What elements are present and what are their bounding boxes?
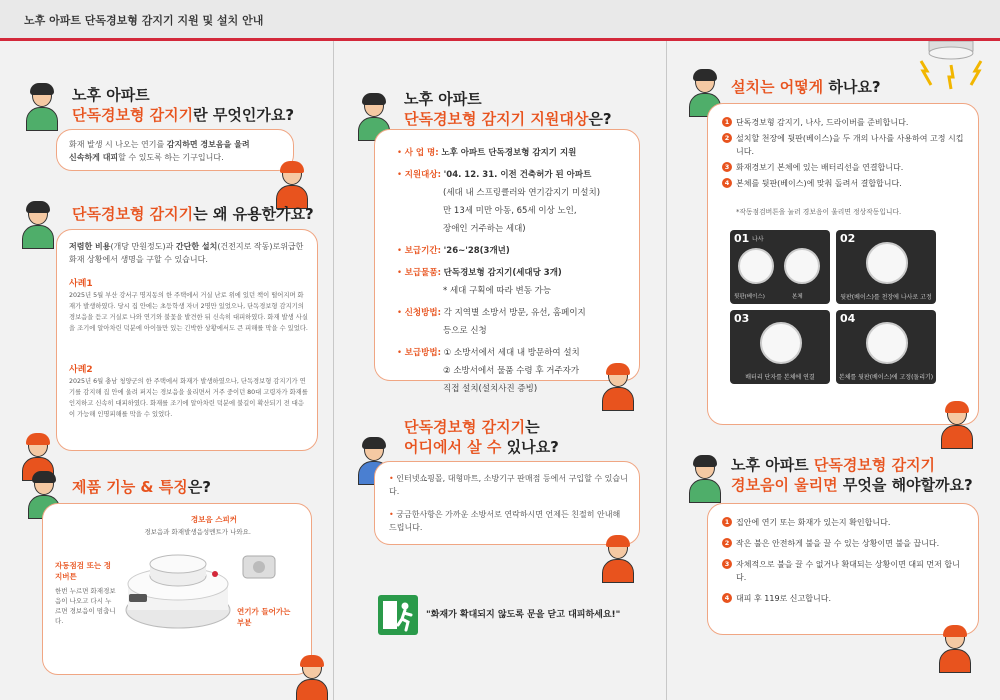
panel-what-is: [0, 41, 333, 700]
label-test-button: 자동점검 또는 정지버튼: [55, 561, 111, 581]
why-card: [56, 229, 318, 451]
eligibility-list: [397, 146, 657, 400]
case1-body: 2025년 5월 부산 강서구 명지동의 한 주택에서 거실 난로 위에 있던 책이 떨어지며 화재가 발생하였다. 당시 집 안에는 초등학생 자녀 2명만 있었으나, 단독경보형 감지기의 경보음을 듣고 거실로 나와 연기와 불꽃을 발견한 뒤 신속히 대피하였다. 화재 발생 사실을 조기에 알아차린 덕분에 아이들만 있는 긴박한 상황에서도 큰 피해를 막을 수 있었다.: [69, 292, 308, 332]
definition-card: 화재 발생 시 나오는 연기를 감지하면 경보음을 울려 신속하게 대피할 수 있도록 하는 기구입니다.: [56, 129, 294, 171]
eligibility-row: 등으로 신청: [443, 326, 487, 336]
case1-title: 사례1: [69, 279, 93, 289]
installation-note: *작동점검버튼을 눌러 경보음이 울리면 정상작동입니다.: [736, 208, 902, 216]
eligibility-row: 장애인 거주하는 세대): [443, 224, 526, 234]
buy-info-2: • 궁금한사항은 가까운 소방서로 연락하시면 언제든 친절히 안내해 드립니다.: [389, 510, 621, 532]
numbered-step: 4 본체를 뒷판(베이스)에 맞춰 돌려서 결합합니다.: [722, 177, 970, 190]
step-number-badge: 1: [722, 117, 732, 127]
eligibility-row: ② 소방서에서 물품 수령 후 거주자가: [443, 366, 580, 376]
photo-step-01: 01 나사 뒷판(베이스) 본체: [730, 230, 830, 304]
label-speaker: 경보음 스피커: [190, 515, 237, 524]
eligibility-row: • 신청방법: 각 지역별 소방서 방문, 유선, 홈페이지: [397, 308, 586, 318]
numbered-step: 1 집안에 연기 또는 화재가 있는지 확인합니다.: [722, 516, 970, 529]
eligibility-row: • 보급방법: ① 소방서에서 세대 내 방문하여 설치: [397, 348, 580, 358]
section-title-why: 단독경보형 감지기는 왜 유용한가요?: [72, 205, 314, 223]
emergency-exit-icon: [378, 595, 418, 635]
firefighter-illustration: [935, 625, 975, 673]
numbered-step: 2 설치할 천장에 뒷판(베이스)을 두 개의 나사를 사용하여 고정 시킵니다.: [722, 132, 970, 158]
alarm-action-steps: [722, 516, 970, 613]
firefighter-illustration: [272, 161, 312, 209]
step-number-badge: 2: [722, 538, 732, 548]
case2-title: 사례2: [69, 365, 93, 375]
smoke-detector-image: [123, 544, 233, 634]
person-illustration: [685, 455, 725, 503]
where-to-buy-card: [374, 461, 640, 545]
photo-step-02: 02 뒷판(베이스)를 천장에 나사로 고정: [836, 230, 936, 304]
eligibility-row: * 세대 구획에 따라 변동 가능: [443, 286, 552, 296]
step-number-badge: 4: [722, 178, 732, 188]
eligibility-row: • 보급물품: 단독경보형 감지기(세대당 3개): [397, 268, 562, 278]
eligibility-card: [374, 129, 640, 394]
numbered-step: 1 단독경보형 감지기, 나사, 드라이버를 준비합니다.: [722, 116, 970, 129]
eligibility-row: • 보급기간: '26~'28(3개년): [397, 246, 510, 256]
step-number-badge: 3: [722, 162, 732, 172]
step-number-badge: 3: [722, 559, 732, 569]
firefighter-illustration: [598, 535, 638, 583]
numbered-step: 3 자체적으로 불을 끌 수 없거나 확대되는 상황이면 대피 먼저 합니다.: [722, 558, 970, 584]
speaker-detail-image: [239, 548, 279, 582]
section-title-eligibility: 노후 아파트 단독경보형 감지기 지원대상은?: [404, 90, 612, 128]
person-illustration: [18, 201, 58, 249]
firefighter-illustration: [937, 401, 977, 449]
document-title: 노후 아파트 단독경보형 감지기 지원 및 설치 안내: [24, 14, 264, 27]
why-intro: 저렴한 비용(개당 만원정도)과 간단한 설치(건전지로 작동)로위급한 화재 상황에서 생명을 구할 수 있습니다.: [69, 242, 304, 264]
numbered-step: 2 작은 불은 안전하게 불을 끌 수 있는 상황이면 불을 끕니다.: [722, 537, 970, 550]
firefighter-illustration: [292, 655, 332, 700]
section-title-installation: 설치는 어떻게 하나요?: [731, 78, 881, 96]
panel-eligibility: [333, 41, 667, 700]
label-test-desc: 한번 누르면 화재경보음이 나오고 다시 누르면 경보음이 멈춥니다.: [55, 587, 116, 625]
eligibility-row: (세대 내 스프링클러와 연기감지기 미설치): [443, 188, 601, 198]
step-number-badge: 1: [722, 517, 732, 527]
features-card: [42, 503, 312, 675]
header-bar: [0, 0, 1000, 40]
person-illustration: [22, 83, 62, 131]
eligibility-row: • 지원대상: '04. 12. 31. 이전 건축허가 된 아파트: [397, 170, 592, 180]
photo-step-03: 03 배터리 단자를 본체에 연결: [730, 310, 830, 384]
label-speaker-desc: 경보음과 화재발생음성멘트가 나와요.: [144, 528, 251, 536]
eligibility-row: 직접 설치(설치사진 증빙): [443, 384, 538, 394]
installation-steps: [722, 116, 970, 193]
section-title-what: 노후 아파트 단독경보형 감지기란 무엇인가요?: [72, 86, 295, 124]
label-smoke-inlet: 연기가 들어가는 부분: [237, 607, 291, 627]
panel-installation: [667, 41, 1000, 700]
firefighter-illustration: [598, 363, 638, 411]
step-number-badge: 4: [722, 593, 732, 603]
installation-card: [707, 103, 979, 425]
buy-info-1: • 인터넷쇼핑몰, 대형마트, 소방기구 판매점 등에서 구입할 수 있습니다.: [389, 474, 628, 496]
alarm-action-card: [707, 503, 979, 635]
evacuation-slogan: "화재가 확대되지 않도록 문을 닫고 대피하세요!": [426, 610, 621, 620]
section-title-features: 제품 기능 & 특징은?: [72, 478, 211, 496]
eligibility-row: 만 13세 미만 아동, 65세 이상 노인,: [443, 206, 577, 216]
section-title-alarm-action: 노후 아파트 단독경보형 감지기 경보음이 울리면 무엇을 해야할까요?: [731, 456, 973, 494]
section-title-where-to-buy: 단독경보형 감지기는 어디에서 살 수 있나요?: [404, 418, 559, 456]
numbered-step: 4 대피 후 119로 신고합니다.: [722, 592, 970, 605]
eligibility-row: • 사 업 명: 노후 아파트 단독경보형 감지기 지원: [397, 148, 577, 158]
step-number-badge: 2: [722, 133, 732, 143]
numbered-step: 3 화재경보기 본체에 있는 배터리선을 연결합니다.: [722, 161, 970, 174]
photo-step-04: 04 본체를 뒷판(베이스)에 고정(돌리기): [836, 310, 936, 384]
ringing-alarm-icon: [911, 41, 991, 91]
case2-body: 2025년 6월 충남 청양군의 한 주택에서 화재가 발생하였으나, 단독경보형 감지기가 연기를 감지해 집 안에 울려 퍼지는 경보음을 울리면서 거주 중이던 80대 고령자가 화재를 인지하고 신속히 대피하였다. 화재를 조기에 알아차린 덕분에 불길이 확산되기 전 대응이 가능해 인명피해를 막을 수 있었다.: [69, 378, 308, 418]
